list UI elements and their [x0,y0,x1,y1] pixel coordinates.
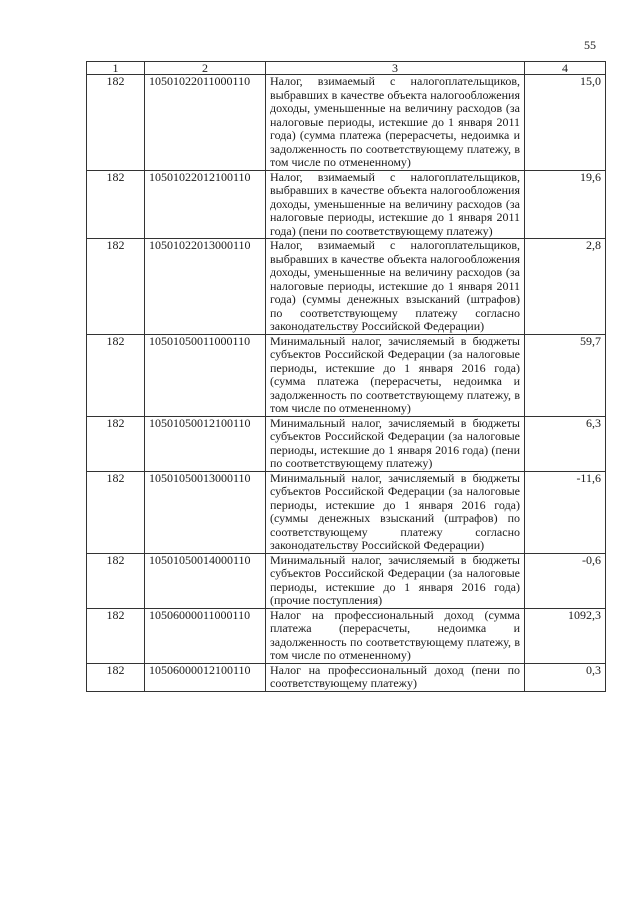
table-row [87,239,606,335]
table-header-row [87,62,606,75]
table-row [87,170,606,239]
revenue-name-cell: Минимальный налог, зачисляемый в бюджеты субъектов Российской Федерации (за налоговые периоды, истекшие до 1 января 2016 года) (сумма платежа (перерасчеты, недоимка и задолженность по соответствующему платежу, в том числе по отмененному) [266,334,525,416]
budget-code-cell: 10501022011000110 [145,75,266,171]
revenue-name-cell: Налог, взимаемый с налогоплательщиков, выбравших в качестве объекта налогообложения доходы, уменьшенные на величину расходов (за налоговые периоды, истекшие до 1 января 2011 года) (суммы денежных взысканий (штрафов) по соответствующему платежу согласно законодательству Российской Федерации) [266,239,525,335]
amount-cell: 0,3 [525,663,606,691]
table-row [87,608,606,663]
revenue-name-cell: Минимальный налог, зачисляемый в бюджеты субъектов Российской Федерации (за налоговые периоды, истекшие до 1 января 2016 года) (суммы денежных взысканий (штрафов) по соответствующему платежу согласно законодательству Российской Федерации) [266,471,525,553]
admin-code-cell: 182 [87,170,145,239]
amount-cell: 59,7 [525,334,606,416]
header-col-2: 2 [145,62,266,75]
header-col-1: 1 [87,62,145,75]
admin-code-cell: 182 [87,334,145,416]
admin-code-cell: 182 [87,239,145,335]
table-row [87,471,606,553]
admin-code-cell: 182 [87,471,145,553]
admin-code-cell: 182 [87,553,145,608]
amount-cell: 2,8 [525,239,606,335]
budget-code-cell: 10501050014000110 [145,553,266,608]
amount-cell: -0,6 [525,553,606,608]
admin-code-cell: 182 [87,663,145,691]
admin-code-cell: 182 [87,416,145,471]
budget-code-cell: 10506000011000110 [145,608,266,663]
admin-code-cell: 182 [87,75,145,171]
revenue-name-cell: Налог, взимаемый с налогоплательщиков, выбравших в качестве объекта налогообложения доходы, уменьшенные на величину расходов (за налоговые периоды, истекшие до 1 января 2011 года) (сумма платежа (перерасчеты, недоимка и задолженность по соответствующему платежу, в том числе по отмененному) [266,75,525,171]
table-row [87,416,606,471]
budget-code-cell: 10501050011000110 [145,334,266,416]
table-row [87,334,606,416]
table-row [87,663,606,691]
revenue-name-cell: Налог, взимаемый с налогоплательщиков, выбравших в качестве объекта налогообложения доходы, уменьшенные на величину расходов (за налоговые периоды, истекшие до 1 января 2011 года) (пени по соответствующему платежу) [266,170,525,239]
header-col-3: 3 [266,62,525,75]
amount-cell: 15,0 [525,75,606,171]
amount-cell: 19,6 [525,170,606,239]
amount-cell: 1092,3 [525,608,606,663]
amount-cell: -11,6 [525,471,606,553]
admin-code-cell: 182 [87,608,145,663]
revenue-name-cell: Налог на профессиональный доход (сумма платежа (перерасчеты, недоимка и задолженность по соответствующему платежу, в том числе по отмененному) [266,608,525,663]
page-number: 55 [584,38,596,52]
budget-code-cell: 10501022013000110 [145,239,266,335]
revenue-name-cell: Минимальный налог, зачисляемый в бюджеты субъектов Российской Федерации (за налоговые периоды, истекшие до 1 января 2016 года) (пени по соответствующему платежу) [266,416,525,471]
revenue-name-cell: Налог на профессиональный доход (пени по соответствующему платежу) [266,663,525,691]
amount-cell: 6,3 [525,416,606,471]
budget-code-cell: 10506000012100110 [145,663,266,691]
header-col-4: 4 [525,62,606,75]
table-row [87,553,606,608]
budget-code-cell: 10501050012100110 [145,416,266,471]
budget-code-cell: 10501022012100110 [145,170,266,239]
revenue-table [86,61,606,692]
revenue-name-cell: Минимальный налог, зачисляемый в бюджеты субъектов Российской Федерации (за налоговые периоды, истекшие до 1 января 2016 года) (прочие поступления) [266,553,525,608]
budget-code-cell: 10501050013000110 [145,471,266,553]
table-row [87,75,606,171]
